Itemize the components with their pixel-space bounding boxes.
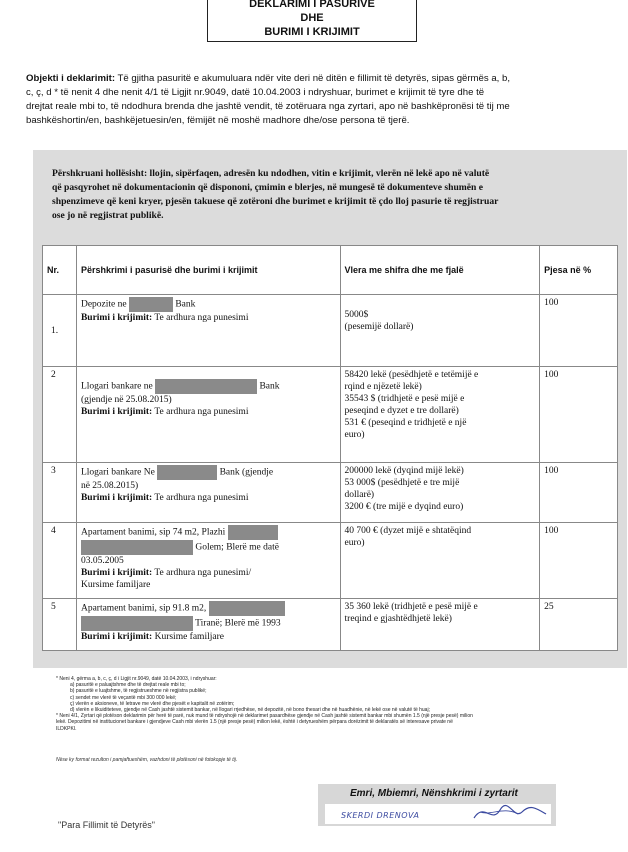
declaration-object — [26, 72, 624, 128]
source-text: Te ardhura nga punesimi — [154, 407, 249, 417]
desc-text: 03.05.2005 — [80, 556, 124, 566]
desc-text: (gjendje në 25.08.2015) — [80, 395, 172, 405]
document-title — [207, 0, 417, 42]
table-row — [43, 463, 618, 523]
value-line: 53 000$ (pesëdhjetë e tre mijë — [344, 478, 460, 488]
header-share: Pjesa në % — [540, 246, 618, 295]
source-text: Te ardhura nga punesimi — [154, 313, 249, 323]
source-text: Kursime familjare — [154, 632, 224, 642]
value-line: 531 € (peseqind e tridhjetë e një — [344, 418, 467, 428]
table-row — [43, 367, 618, 463]
row-nr: 2 — [43, 367, 77, 463]
desc-text: Golem; Blerë me datë — [195, 542, 279, 553]
desc-text: Depozite ne — [80, 299, 127, 310]
value-line: 35543 $ (tridhjetë e pesë mijë e — [344, 394, 465, 404]
source-text: Te ardhura nga punesimi — [154, 493, 249, 503]
value-line: 40 700 € (dyzet mijë e shtatëqind — [344, 526, 472, 536]
source-text: Kursime familjare — [80, 580, 151, 590]
footnote-line: * Neni 4, gërma a, b, c, ç, d i Ligjit nr.9049, datë 10.04.2003, i ndryshuar: — [56, 676, 217, 682]
footnote-line: d) vlerën e likuiditeteve, gjendje në Cash jashtë sistemit bankar, në llogari rrjedhëse, në depozitë, në bono thesari dhe në huadhënie, në lekë ose në valutë të huaj; — [70, 707, 430, 714]
source-label: Burimi i krijimit: — [80, 313, 153, 323]
row-nr: 3 — [43, 463, 77, 523]
footnote-line: * Neni 4/1, Zyrtari që plotëson deklarimin për herë të parë, nuk mund të ndryshojë në deklarimet pasardhëse gjendje në Cash jashtë sistemit bankar mbi shumën 1.5 (një presje pesë) milion — [56, 713, 473, 720]
redaction-block — [129, 297, 173, 312]
table-header-row — [43, 246, 618, 295]
redaction-block — [81, 616, 193, 631]
value-line: 58420 lekë (pesëdhjetë e tetëmijë e — [344, 370, 479, 380]
signature-name: SKERDI DRENOVA — [341, 811, 420, 820]
value-line: dollarë) — [344, 490, 375, 500]
desc-text: Bank — [175, 299, 196, 310]
assets-table — [42, 245, 618, 651]
title-line-1: DEKLARIMI I PASURIVE — [249, 0, 375, 10]
redaction-block — [81, 540, 193, 555]
value-line: 3200 € (tre mijë e dyqind euro) — [344, 502, 464, 512]
row-share: 25 — [540, 599, 618, 651]
source-label: Burimi i krijimit: — [80, 568, 153, 578]
footnote-line: b) pasuritë e luajtshme, të regjistrueshme në regjistra publikë; — [70, 688, 207, 695]
value-line: 35 360 lekë (tridhjetë e pesë mijë e — [344, 602, 478, 612]
value-line: 5000$ — [344, 310, 369, 320]
footnote-line: ç) vlerën e aksioneve, të letrave me vlerë dhe pjesët e kapitalit në zotërim; — [70, 700, 235, 707]
title-line-3: BURIMI I KRIJIMIT — [264, 26, 360, 38]
object-line-3: drejtat reale mbi to, të ndodhura brenda dhe jashtë vendit, të zotëruara nga zyrtari, apo në bashkëpronësi të tij me — [26, 101, 510, 112]
source-label: Burimi i krijimit: — [80, 493, 153, 503]
instructions-line-1: Përshkruani hollësisht: llojin, sipërfaqen, adresën ku ndodhen, vitin e krijimit, vlerën në lekë apo në valutë — [52, 168, 490, 179]
signature-label: Emri, Mbiemri, Nënshkrimi i zyrtarit — [350, 788, 518, 799]
declaration-stage: "Para Fillimit të Detyrës" — [58, 820, 155, 830]
row-description — [76, 599, 340, 651]
row-share: 100 — [540, 463, 618, 523]
instructions-line-4: ose jo në regjistrat publikë. — [52, 210, 164, 221]
desc-text: Apartament banimi, sip 74 m2, Plazhi — [80, 527, 226, 538]
value-line: euro) — [344, 430, 365, 440]
row-value — [340, 599, 540, 651]
desc-text: Bank — [259, 381, 280, 392]
row-description — [76, 463, 340, 523]
row-nr: 1. — [43, 295, 77, 367]
value-line: (pesemijë dollarë) — [344, 322, 414, 332]
header-nr: Nr. — [43, 246, 77, 295]
row-nr: 5 — [43, 599, 77, 651]
row-description — [76, 367, 340, 463]
instructions-line-3: shpenzimeve që keni kryer, pjesën takuese që zotëroni dhe burimet e krijimit të çdo lloj pasurie të regjistruar — [52, 196, 499, 207]
desc-text: Llogari bankare Ne — [80, 467, 155, 478]
desc-text: Bank (gjendje — [219, 467, 274, 478]
header-value: Vlera me shifra dhe me fjalë — [340, 246, 540, 295]
redaction-block — [157, 465, 217, 480]
desc-text: në 25.08.2015) — [80, 481, 139, 491]
row-share: 100 — [540, 295, 618, 367]
footnote-line: lekë. Depozitimi në institucionet bankare i gjendjeve Cash mbi vlerën 1.5 (një presje pesë) milion lekë, është i detyrueshëm përpara dorëzimit të deklaratës së interesave private në — [56, 719, 453, 726]
footnote-line: ILDKPKI. — [56, 725, 77, 732]
object-line-4: bashkëshortin/en, bashkëjetuesin/en, fëmijët në moshë madhore dhe/ose persona të tjerë. — [26, 115, 410, 126]
handwritten-signature — [470, 800, 550, 826]
row-description — [76, 295, 340, 367]
source-text: Te ardhura nga punesimi/ — [154, 568, 252, 578]
row-value — [340, 523, 540, 599]
row-share: 100 — [540, 367, 618, 463]
row-share: 100 — [540, 523, 618, 599]
footnotes — [56, 676, 626, 732]
value-line: euro) — [344, 538, 365, 548]
row-value — [340, 295, 540, 367]
row-description — [76, 523, 340, 599]
footnote-line: a) pasuritë e paluajtshme dhe të drejtat reale mbi to; — [70, 682, 186, 689]
footnote-line: c) sendet me vlerë të veçantë mbi 300 000 lekë; — [70, 694, 177, 701]
value-line: rqind e njëzetë lekë) — [344, 382, 422, 392]
object-line-1: Të gjitha pasuritë e akumuluara ndër vite deri në ditën e fillimit të detyrës, sipas gërmës a, b, — [117, 73, 511, 84]
object-line-2: c, ç, d * të nenit 4 dhe nenit 4/1 të Ligjit nr.9049, datë 10.04.2003 i ndryshuar, burimet e krijimit të tyre dhe të — [26, 87, 485, 98]
row-value — [340, 463, 540, 523]
desc-text: Llogari bankare ne — [80, 381, 153, 392]
table-row — [43, 295, 618, 367]
value-line: treqind e gjashtëdhjetë lekë) — [344, 614, 452, 624]
value-line: 200000 lekë (dyqind mijë lekë) — [344, 466, 464, 476]
table-row — [43, 523, 618, 599]
redaction-block — [155, 379, 257, 394]
row-value — [340, 367, 540, 463]
object-label: Objekti i deklarimit: — [26, 73, 116, 84]
redaction-block — [228, 525, 278, 540]
redaction-block — [209, 601, 285, 616]
desc-text: Apartament banimi, sip 91.8 m2, — [80, 603, 207, 614]
instructions — [52, 167, 612, 223]
desc-text: Tiranë; Blerë më 1993 — [195, 618, 281, 629]
header-description: Përshkrimi i pasurisë dhe burimi i krijimit — [76, 246, 340, 295]
title-line-2: DHE — [300, 12, 324, 24]
table-row — [43, 599, 618, 651]
row-nr: 4 — [43, 523, 77, 599]
source-label: Burimi i krijimit: — [80, 407, 153, 417]
continuation-note: Nëse ky format rezulton i pamjaftueshëm, vazhdoni të plotësoni në fotokopje të tij. — [56, 757, 238, 763]
value-line: peseqind e dyzet e tre dollarë) — [344, 406, 459, 416]
source-label: Burimi i krijimit: — [80, 632, 153, 642]
instructions-line-2: që pasqyrohet në dokumentacionin që dispononi, çmimin e blerjes, në mungesë të dokumenteve shumën e — [52, 182, 484, 193]
